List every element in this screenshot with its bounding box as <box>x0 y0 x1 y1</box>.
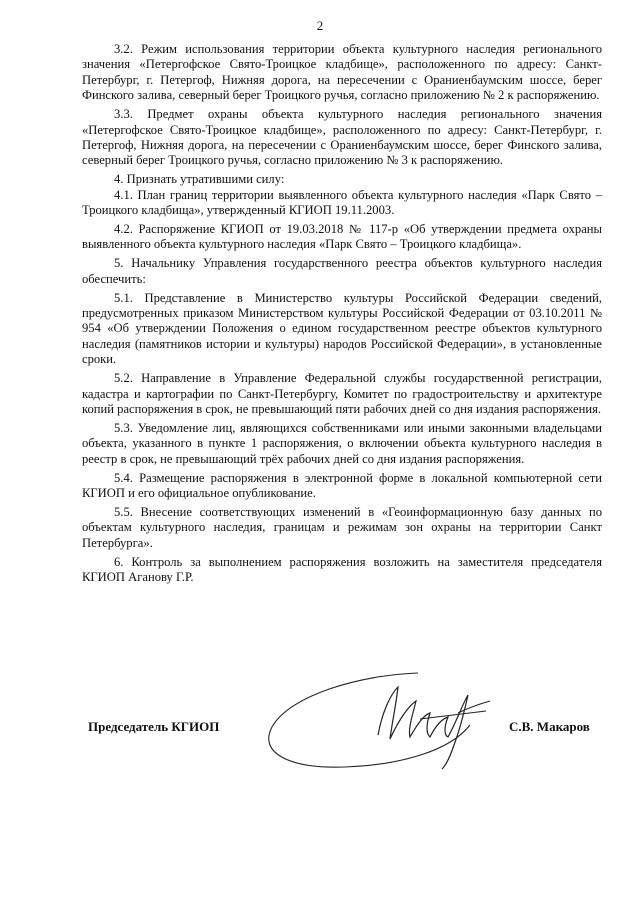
paragraph-4: 4. Признать утратившими силу: <box>114 172 285 187</box>
document-body <box>82 42 602 589</box>
paragraph-6: 6. Контроль за выполнением распоряжения возложить на заместителя председателя КГИОП Аганову Г.Р. <box>82 554 602 584</box>
paragraph-3-3: 3.3. Предмет охраны объекта культурного наследия регионального значения «Петергофское Свято-Троицкое кладбище», расположенного по адресу: Санкт-Петербург, г. Петергоф, Нижняя дорога, на пересечении с Ораниенбаумским шоссе, берег Финского залива, северный берег Троицкого ручья, согласно приложению № 3 к распоряжению. <box>82 107 602 168</box>
page-number: 2 <box>316 18 324 33</box>
paragraph-5-4: 5.4. Размещение распоряжения в электронной форме в локальной компьютерной сети КГИОП и его официальное опубликование. <box>82 470 602 500</box>
paragraph-4-2: 4.2. Распоряжение КГИОП от 19.03.2018 № 117-р «Об утверждении предмета охраны выявленного объекта культурного наследия «Парк Свято – Троицкого кладбища». <box>82 221 602 252</box>
paragraph-5-1: 5.1. Представление в Министерство культуры Российской Федерации сведений, предусмотренных приказом Министерством культуры Российской Федерации от 03.10.2011 № 954 «Об утверждении Положения о едином государственном реестре объектов культурного наследия (памятников истории и культуры) народов Российской Федерации», в установленные сроки. <box>82 290 602 367</box>
paragraph-5-3: 5.3. Уведомление лиц, являющихся собственниками или иными законными владельцами объекта, указанного в пункте 1 распоряжения, о включении объекта культурного наследия в реестр в срок, не превышающий трёх рабочих дней со дня издания распоряжения. <box>82 420 602 466</box>
signatory-role: Председатель КГИОП <box>88 719 220 734</box>
paragraph-5-5: 5.5. Внесение соответствующих изменений в «Геоинформационную базу данных по объектам культурного наследия, границам и режимам зон охраны на территории Санкт Петербурга». <box>82 504 602 550</box>
paragraph-5-2: 5.2. Направление в Управление Федеральной службы государственной регистрации, кадастра и картографии по Санкт-Петербургу, Комитет по градостроительству и архитектуре копий распоряжения в срок, не превышающий пяти рабочих дней со дня издания распоряжения. <box>82 371 602 416</box>
handwritten-signature <box>250 665 520 775</box>
paragraph-5: 5. Начальнику Управления государственного реестра объектов культурного наследия обеспечить: <box>82 256 602 286</box>
paragraph-3-2: 3.2. Режим использования территории объекта культурного наследия регионального значения «Петергофское Свято-Троицкое кладбище», расположенного по адресу: Санкт-Петербург, г. Петергоф, Нижняя дорога, на пересечении с Ораниенбаумским шоссе, берег Финского залива, северный берег Троицкого ручья, согласно приложению № 2 к распоряжению. <box>82 42 602 103</box>
signatory-name: С.В. Макаров <box>509 719 590 734</box>
paragraph-4-1: 4.1. План границ территории выявленного объекта культурного наследия «Парк Свято – Троицкого кладбища», утвержденный КГИОП 19.11.2003. <box>82 187 602 218</box>
